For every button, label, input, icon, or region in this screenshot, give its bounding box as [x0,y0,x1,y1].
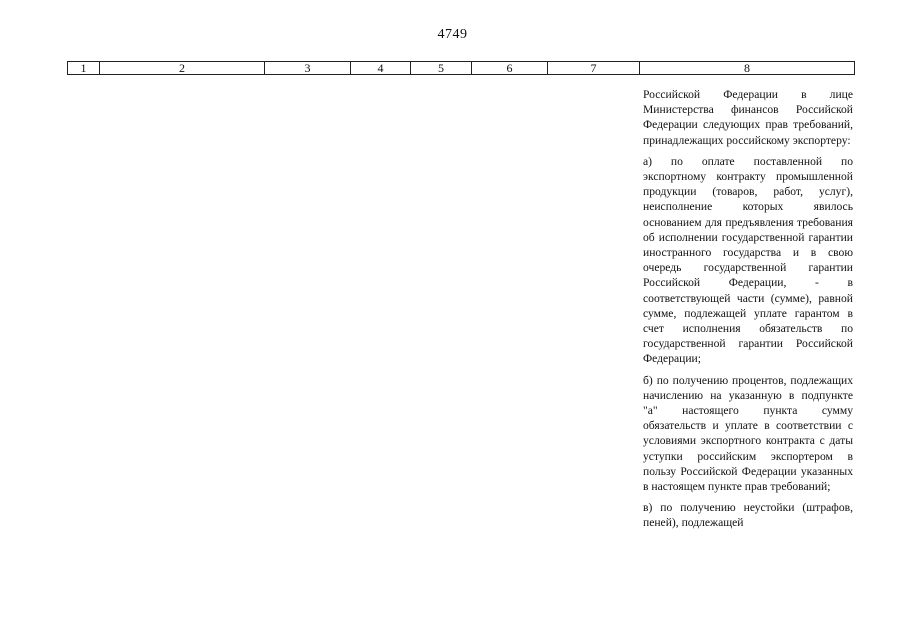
column-number-cell: 3 [265,62,351,75]
column-8-text [643,87,853,537]
paragraph-item-a: а) по оплате поставленной по экспортному контракту промышленной продукции (товаров, работ, услуг), неисполнение которых явилось основанием для предъявления требования об исполнении государственной гарантии иностранного государства и в свою очередь государственной гарантии Российской Федерации, - в соответствующей части (сумме), равной сумме, подлежащей уплате гарантом в счет исполнения обязательств по государственной гарантии Российской Федерации; [643,154,853,366]
paragraph-intro: Российской Федерации в лице Министерства финансов Российской Федерации следующих прав требований, принадлежащих российскому экспортеру: [643,88,853,147]
column-number-cell: 1 [68,62,100,75]
column-number-cell: 8 [640,62,855,75]
column-number-cell: 5 [411,62,472,75]
header-row [68,62,855,75]
column-number-header-table [67,61,855,75]
column-number-cell: 6 [472,62,548,75]
column-number-cell: 7 [548,62,640,75]
paragraph-item-v: в) по получению неустойки (штрафов, пеней), подлежащей [643,501,853,530]
paragraph-item-b: б) по получению процентов, подлежащих начислению на указанную в подпункте "а" настоящего пункта сумму обязательств и уплате в соответствии с условиями экспортного контракта с даты уступки российским экспортером в пользу Российской Федерации указанных в настоящем пункте прав требований; [643,373,853,494]
column-number-cell: 4 [351,62,411,75]
column-number-cell: 2 [100,62,265,75]
page-number: 4749 [437,27,468,42]
